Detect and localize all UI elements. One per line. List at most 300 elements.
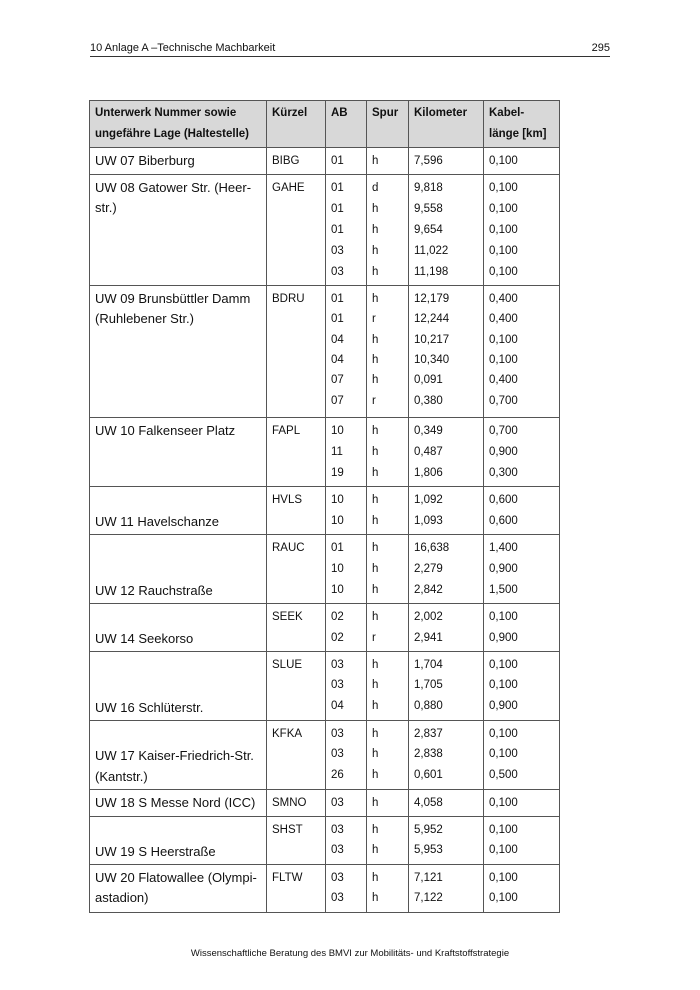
- table-row: [90, 652, 560, 721]
- kilometer-value: 1,705: [414, 679, 443, 691]
- ab-value: 10: [331, 515, 344, 527]
- ab-value: 03: [331, 844, 344, 856]
- ab-value: 26: [331, 768, 344, 781]
- kilometer-cell: [409, 535, 484, 604]
- station-name: [95, 175, 261, 218]
- station-name: [95, 628, 193, 649]
- ab-cell-lines: [331, 721, 361, 788]
- spur-cell-lines: [372, 148, 403, 174]
- ab-cell-lines: [331, 418, 361, 486]
- kabel-value: 0,500: [489, 768, 518, 781]
- kilometer-cell: [409, 652, 484, 721]
- kilometer-value: 2,002: [414, 611, 443, 623]
- station-name-wrap: [95, 817, 261, 864]
- station-name-wrap: [95, 790, 261, 816]
- spur-value: r: [372, 313, 376, 325]
- ab-cell-lines: [331, 604, 361, 651]
- station-name-cell: [90, 418, 267, 487]
- ab-cell: [326, 148, 367, 175]
- header-ab: AB: [326, 101, 367, 148]
- station-name-cell: [90, 286, 267, 418]
- kabel-value: 0,100: [489, 824, 518, 836]
- station-name-line: (Kantstr.): [95, 769, 148, 784]
- kilometer-value: 10,217: [414, 333, 450, 346]
- station-name-line: UW 18 S Messe Nord (ICC): [95, 795, 256, 810]
- station-name: [95, 865, 261, 908]
- kilometer-cell-lines: [414, 487, 478, 534]
- spur-value: h: [372, 728, 379, 740]
- kabel-value: 0,100: [489, 728, 518, 740]
- kilometer-cell-lines: [414, 817, 478, 863]
- spur-value: h: [372, 699, 379, 712]
- spur-value: h: [372, 844, 379, 856]
- station-name-line: UW 08 Gatower Str. (Heer-: [95, 180, 252, 195]
- ab-value: 03: [331, 679, 344, 691]
- station-name-cell: [90, 487, 267, 535]
- kilometer-value: 5,952: [414, 824, 443, 836]
- ab-value: 03: [331, 872, 344, 884]
- station-name-line: UW 14 Seekorso: [95, 631, 194, 646]
- kilometer-value: 7,596: [414, 155, 443, 167]
- ab-value: 19: [331, 467, 344, 479]
- kabel-value: 0,900: [489, 446, 518, 458]
- spur-cell: [367, 286, 409, 418]
- station-name-cell: [90, 721, 267, 790]
- kilometer-value: 0,349: [414, 425, 443, 437]
- spur-value: h: [372, 425, 379, 437]
- station-name-line: UW 12 Rauchstraße: [95, 583, 213, 598]
- kuerzel-cell: [267, 652, 326, 721]
- kabel-value: 0,100: [489, 203, 518, 215]
- kabel-value: 0,100: [489, 844, 518, 856]
- kabel-value: 0,700: [489, 425, 518, 437]
- kabel-value: 0,400: [489, 313, 518, 325]
- spur-cell-lines: [372, 721, 403, 788]
- station-name: [95, 790, 261, 813]
- station-name-wrap: [95, 865, 261, 912]
- kabel-value: 0,100: [489, 245, 518, 257]
- spur-value: h: [372, 611, 379, 623]
- station-name-cell: [90, 175, 267, 286]
- kilometer-value: 2,279: [414, 563, 443, 575]
- ab-value: 01: [331, 155, 344, 167]
- station-name-line: UW 19 S Heerstraße: [95, 844, 216, 859]
- spur-value: h: [372, 768, 379, 781]
- kabel-cell: [484, 865, 560, 913]
- spur-cell-lines: [372, 535, 403, 603]
- kilometer-value: 0,091: [414, 374, 443, 386]
- spur-value: h: [372, 353, 379, 366]
- header-kabel-line2: länge [km]: [489, 128, 547, 140]
- station-name: [95, 841, 216, 862]
- table-row: [90, 487, 560, 535]
- station-name-line: str.): [95, 200, 117, 215]
- ab-value: 03: [331, 892, 344, 904]
- station-name-cell: [90, 652, 267, 721]
- kilometer-value: 5,953: [414, 844, 443, 856]
- kilometer-value: 2,941: [414, 632, 443, 644]
- kilometer-cell-lines: [414, 418, 478, 486]
- kabel-cell: [484, 175, 560, 286]
- ab-cell: [326, 286, 367, 418]
- spur-cell: [367, 148, 409, 175]
- spur-cell-lines: [372, 604, 403, 651]
- kilometer-cell-lines: [414, 721, 478, 788]
- kabel-value: 0,100: [489, 797, 518, 809]
- spur-value: h: [372, 467, 379, 479]
- table-row: [90, 721, 560, 790]
- table-row: [90, 790, 560, 817]
- ab-value: 10: [331, 584, 344, 596]
- ab-value: 07: [331, 374, 344, 386]
- kabel-cell: [484, 418, 560, 487]
- kilometer-value: 9,558: [414, 203, 443, 215]
- ab-cell-lines: [331, 865, 361, 911]
- kabel-value: 0,100: [489, 659, 518, 671]
- kilometer-value: 9,818: [414, 182, 443, 194]
- ab-cell-lines: [331, 286, 361, 414]
- kilometer-value: 1,704: [414, 659, 443, 671]
- kilometer-value: 0,880: [414, 699, 443, 712]
- kabel-value: 0,100: [489, 333, 518, 346]
- kilometer-cell-lines: [414, 865, 478, 911]
- kabel-value: 0,300: [489, 467, 518, 479]
- kabel-value: 1,400: [489, 542, 518, 554]
- ab-value: 03: [331, 659, 344, 671]
- ab-value: 01: [331, 182, 344, 194]
- kuerzel-cell: [267, 487, 326, 535]
- kilometer-value: 12,179: [414, 293, 450, 305]
- kilometer-value: 9,654: [414, 224, 443, 236]
- ab-cell-lines: [331, 487, 361, 534]
- kabel-cell-lines: [489, 652, 554, 719]
- kilometer-value: 1,806: [414, 467, 443, 479]
- table-row: [90, 604, 560, 652]
- kabel-cell: [484, 817, 560, 865]
- header-spur: Spur: [367, 101, 409, 148]
- kilometer-value: 2,842: [414, 584, 443, 596]
- spur-value: h: [372, 563, 379, 575]
- ab-value: 11: [331, 446, 343, 458]
- ab-cell-lines: [331, 817, 361, 863]
- kuerzel: FLTW: [272, 872, 303, 884]
- kabel-cell-lines: [489, 286, 554, 414]
- kilometer-value: 0,380: [414, 395, 443, 407]
- kabel-cell: [484, 652, 560, 721]
- kabel-cell-lines: [489, 790, 554, 816]
- kuerzel: SEEK: [272, 611, 303, 623]
- spur-cell: [367, 721, 409, 790]
- ab-cell-lines: [331, 175, 361, 285]
- kuerzel-cell: [267, 535, 326, 604]
- ab-cell: [326, 817, 367, 865]
- kabel-value: 0,100: [489, 611, 518, 623]
- table-row: [90, 286, 560, 418]
- kuerzel-cell: [267, 865, 326, 913]
- ab-value: 03: [331, 797, 344, 809]
- ab-value: 10: [331, 494, 344, 506]
- kilometer-value: 7,122: [414, 892, 443, 904]
- kabel-value: 0,100: [489, 266, 518, 278]
- kuerzel-cell: [267, 604, 326, 652]
- ab-value: 07: [331, 395, 344, 407]
- kuerzel-cell: [267, 790, 326, 817]
- station-name-cell: [90, 790, 267, 817]
- kabel-cell-lines: [489, 175, 554, 285]
- kabel-cell-lines: [489, 817, 554, 863]
- spur-cell-lines: [372, 652, 403, 719]
- spur-value: h: [372, 584, 379, 596]
- kabel-value: 0,100: [489, 353, 518, 366]
- spur-cell: [367, 487, 409, 535]
- spur-value: h: [372, 203, 379, 215]
- kuerzel: BDRU: [272, 293, 305, 305]
- kilometer-value: 11,198: [414, 266, 449, 278]
- page-number: 295: [591, 42, 610, 54]
- station-name-line: UW 11 Havelschanze: [95, 514, 220, 529]
- spur-value: h: [372, 892, 379, 904]
- header-kuerzel: Kürzel: [267, 101, 326, 148]
- kabel-value: 0,100: [489, 155, 518, 167]
- spur-value: h: [372, 266, 379, 278]
- station-name: [95, 418, 261, 441]
- station-name-line: UW 17 Kaiser-Friedrich-Str.: [95, 748, 254, 763]
- spur-cell: [367, 865, 409, 913]
- kilometer-cell: [409, 175, 484, 286]
- kuerzel: HVLS: [272, 494, 303, 506]
- spur-value: h: [372, 494, 379, 506]
- header-name-line2: ungefähre Lage (Haltestelle): [95, 128, 250, 140]
- spur-value: h: [372, 293, 379, 305]
- kuerzel: GAHE: [272, 182, 305, 194]
- kabel-value: 0,400: [489, 293, 518, 305]
- chapter-title: 10 Anlage A –Technische Machbarkeit: [90, 42, 276, 54]
- station-name: [95, 511, 219, 532]
- spur-value: d: [372, 182, 379, 194]
- kilometer-value: 1,092: [414, 494, 443, 506]
- kabel-value: 0,600: [489, 494, 518, 506]
- ab-value: 03: [331, 245, 344, 257]
- kilometer-value: 0,487: [414, 446, 443, 458]
- table-row: [90, 175, 560, 286]
- spur-value: h: [372, 155, 379, 167]
- ab-value: 02: [331, 632, 344, 644]
- spur-value: h: [372, 824, 379, 836]
- kabel-value: 0,400: [489, 374, 518, 386]
- kilometer-value: 12,244: [414, 313, 450, 325]
- kilometer-value: 4,058: [414, 797, 443, 809]
- table-row: [90, 865, 560, 913]
- ab-value: 01: [331, 542, 344, 554]
- ab-cell-lines: [331, 148, 361, 174]
- kabel-cell-lines: [489, 865, 554, 911]
- spur-cell-lines: [372, 286, 403, 414]
- station-name-wrap: [95, 721, 261, 789]
- kuerzel-cell: [267, 286, 326, 418]
- kabel-cell-lines: [489, 418, 554, 486]
- page-footer: Wissenschaftliche Beratung des BMVI zur Mobilitäts- und Kraftstoffstrategie: [190, 948, 510, 959]
- kabel-value: 0,700: [489, 395, 518, 407]
- spur-cell: [367, 418, 409, 487]
- station-name: [95, 286, 261, 329]
- kilometer-value: 16,638: [414, 542, 450, 554]
- spur-value: h: [372, 748, 379, 760]
- ab-value: 02: [331, 611, 344, 623]
- kuerzel: KFKA: [272, 728, 303, 740]
- page-header: [90, 42, 610, 57]
- ab-cell: [326, 652, 367, 721]
- kabel-cell-lines: [489, 604, 554, 651]
- spur-cell-lines: [372, 418, 403, 486]
- kuerzel-cell: [267, 721, 326, 790]
- ab-value: 04: [331, 699, 344, 712]
- table-row: [90, 535, 560, 604]
- station-name-line: UW 16 Schlüterstr.: [95, 700, 204, 715]
- station-name-line: UW 20 Flatowallee (Olympi-: [95, 870, 257, 885]
- kilometer-cell: [409, 604, 484, 652]
- station-name-cell: [90, 604, 267, 652]
- spur-value: h: [372, 872, 379, 884]
- header-kabel-line1: Kabel-: [489, 107, 525, 119]
- station-name-wrap: [95, 604, 261, 651]
- header-kabel: [484, 101, 560, 148]
- spur-value: h: [372, 542, 379, 554]
- kabel-cell-lines: [489, 148, 554, 174]
- station-name-cell: [90, 148, 267, 175]
- station-name-wrap: [95, 487, 261, 534]
- kuerzel-cell: [267, 148, 326, 175]
- ab-value: 03: [331, 728, 344, 740]
- ab-value: 01: [331, 224, 344, 236]
- spur-cell: [367, 652, 409, 721]
- kilometer-cell: [409, 286, 484, 418]
- kilometer-cell-lines: [414, 652, 478, 719]
- spur-cell: [367, 535, 409, 604]
- kilometer-cell-lines: [414, 175, 478, 285]
- header-name: [90, 101, 267, 148]
- spur-value: h: [372, 446, 379, 458]
- ab-value: 04: [331, 353, 344, 366]
- ab-cell: [326, 487, 367, 535]
- ab-cell: [326, 418, 367, 487]
- ab-value: 10: [331, 425, 344, 437]
- spur-cell: [367, 175, 409, 286]
- table-row: [90, 817, 560, 865]
- spur-cell: [367, 790, 409, 817]
- station-name: [95, 580, 213, 601]
- kilometer-cell-lines: [414, 604, 478, 651]
- ab-cell: [326, 721, 367, 790]
- ab-cell: [326, 790, 367, 817]
- kabel-cell: [484, 286, 560, 418]
- ab-cell: [326, 175, 367, 286]
- spur-value: h: [372, 245, 379, 257]
- station-name-line: astadion): [95, 890, 149, 905]
- kabel-value: 0,100: [489, 679, 518, 691]
- station-name-line: UW 10 Falkenseer Platz: [95, 423, 236, 438]
- station-name-line: (Ruhlebener Str.): [95, 311, 194, 326]
- ab-cell: [326, 865, 367, 913]
- station-name-wrap: [95, 652, 261, 720]
- table-row: [90, 418, 560, 487]
- spur-cell-lines: [372, 487, 403, 534]
- spur-value: r: [372, 395, 376, 407]
- kuerzel: BIBG: [272, 155, 300, 167]
- kuerzel: SHST: [272, 824, 303, 836]
- kabel-cell: [484, 721, 560, 790]
- kilometer-value: 0,601: [414, 768, 443, 781]
- kilometer-cell-lines: [414, 148, 478, 174]
- kabel-cell-lines: [489, 487, 554, 534]
- kilometer-value: 2,838: [414, 748, 443, 760]
- ab-cell: [326, 535, 367, 604]
- kuerzel: FAPL: [272, 425, 301, 437]
- kabel-value: 0,600: [489, 515, 518, 527]
- station-name-wrap: [95, 418, 261, 486]
- kuerzel: RAUC: [272, 542, 305, 554]
- spur-value: h: [372, 659, 379, 671]
- kuerzel-cell: [267, 175, 326, 286]
- spur-cell-lines: [372, 817, 403, 863]
- kabel-value: 0,900: [489, 699, 518, 712]
- ab-value: 01: [331, 313, 344, 325]
- kilometer-cell: [409, 790, 484, 817]
- kilometer-cell-lines: [414, 790, 478, 816]
- kilometer-cell: [409, 148, 484, 175]
- kilometer-cell-lines: [414, 535, 478, 603]
- ab-cell-lines: [331, 790, 361, 816]
- spur-value: h: [372, 224, 379, 236]
- kilometer-cell: [409, 418, 484, 487]
- kilometer-cell-lines: [414, 286, 478, 414]
- table-header-row: [90, 101, 560, 148]
- ab-value: 01: [331, 293, 344, 305]
- spur-value: h: [372, 679, 379, 691]
- kabel-cell-lines: [489, 535, 554, 603]
- station-name-wrap: [95, 175, 261, 285]
- station-name-wrap: [95, 148, 261, 174]
- station-name: [95, 697, 203, 718]
- spur-value: h: [372, 797, 379, 809]
- kabel-cell: [484, 535, 560, 604]
- spur-cell-lines: [372, 790, 403, 816]
- kabel-value: 0,100: [489, 748, 518, 760]
- kilometer-cell: [409, 721, 484, 790]
- spur-cell-lines: [372, 175, 403, 285]
- spur-value: h: [372, 515, 379, 527]
- kilometer-cell: [409, 817, 484, 865]
- ab-cell-lines: [331, 535, 361, 603]
- ab-value: 04: [331, 333, 344, 346]
- kabel-cell: [484, 604, 560, 652]
- station-name-cell: [90, 865, 267, 913]
- spur-value: h: [372, 333, 379, 346]
- station-name-cell: [90, 535, 267, 604]
- station-name-cell: [90, 817, 267, 865]
- header-kilometer: Kilometer: [409, 101, 484, 148]
- station-name-wrap: [95, 286, 261, 417]
- substation-table: [89, 100, 560, 913]
- kabel-cell-lines: [489, 721, 554, 788]
- kuerzel-cell: [267, 418, 326, 487]
- station-name-wrap: [95, 535, 261, 603]
- kilometer-value: 10,340: [414, 353, 450, 366]
- ab-value: 03: [331, 824, 344, 836]
- station-name-line: UW 07 Biberburg: [95, 153, 195, 168]
- kabel-value: 0,100: [489, 892, 518, 904]
- kilometer-cell: [409, 487, 484, 535]
- spur-cell: [367, 817, 409, 865]
